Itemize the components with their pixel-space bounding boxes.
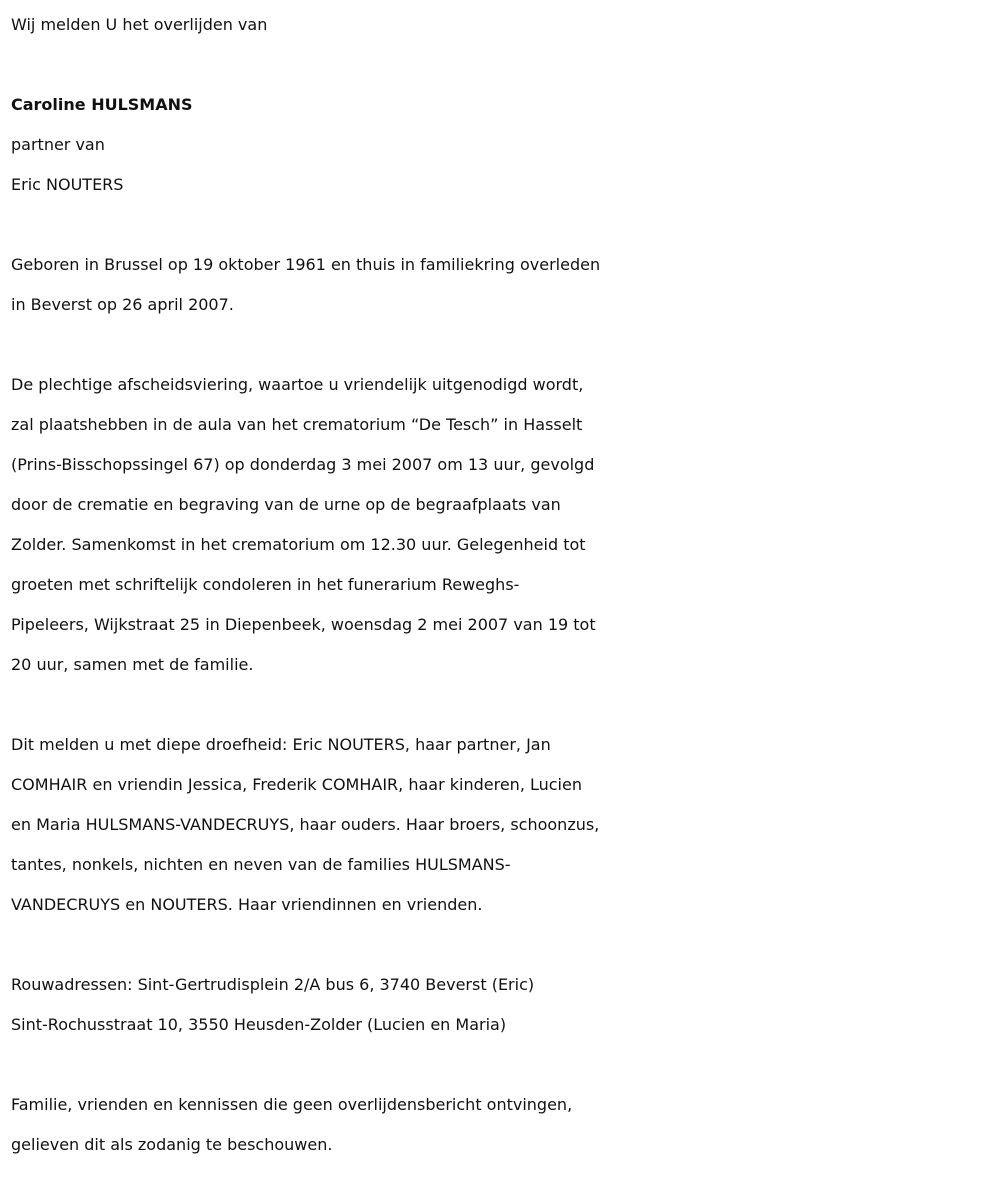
paragraph-line: in Beverst op 26 april 2007.	[11, 295, 234, 314]
spacer	[11, 205, 992, 245]
paragraph-line: De plechtige afscheidsviering, waartoe u vriendelijk uitgenodigd wordt,	[11, 375, 584, 394]
paragraph-line: tantes, nonkels, nichten en neven van de families HULSMANS-	[11, 855, 511, 874]
spacer	[11, 1045, 992, 1085]
paragraph-line: COMHAIR en vriendin Jessica, Frederik COMHAIR, haar kinderen, Lucien	[11, 775, 582, 794]
paragraph-line: Geboren in Brussel op 19 oktober 1961 en thuis in familiekring overleden	[11, 255, 601, 274]
closing-paragraph	[11, 1085, 992, 1165]
spacer	[11, 925, 992, 965]
deceased-name: Caroline HULSMANS	[11, 95, 193, 114]
addresses-paragraph	[11, 965, 992, 1045]
spacer	[11, 45, 992, 85]
paragraph-line: Zolder. Samenkomst in het crematorium om 12.30 uur. Gelegenheid tot	[11, 535, 586, 554]
relation-text: partner van	[11, 135, 105, 154]
family-paragraph	[11, 725, 992, 925]
paragraph-line: (Prins-Bisschopssingel 67) op donderdag 3 mei 2007 om 13 uur, gevolgd	[11, 455, 595, 474]
paragraph-line: Familie, vrienden en kennissen die geen overlijdensbericht ontvingen,	[11, 1095, 573, 1114]
paragraph-line: 20 uur, samen met de familie.	[11, 655, 254, 674]
intro-line: Wij melden U het overlijden van	[11, 15, 268, 34]
paragraph-line: gelieven dit als zodanig te beschouwen.	[11, 1135, 333, 1154]
paragraph-line: Pipeleers, Wijkstraat 25 in Diepenbeek, woensdag 2 mei 2007 van 19 tot	[11, 615, 596, 634]
spacer	[11, 325, 992, 365]
spacer	[11, 685, 992, 725]
paragraph-line: zal plaatshebben in de aula van het crematorium “De Tesch” in Hasselt	[11, 415, 583, 434]
paragraph-line: en Maria HULSMANS-VANDECRUYS, haar ouders. Haar broers, schoonzus,	[11, 815, 600, 834]
address-line: Rouwadressen: Sint-Gertrudisplein 2/A bus 6, 3740 Beverst (Eric)	[11, 975, 535, 994]
paragraph-line: VANDECRUYS en NOUTERS. Haar vriendinnen en vrienden.	[11, 895, 483, 914]
address-line: Sint-Rochusstraat 10, 3550 Heusden-Zolder (Lucien en Maria)	[11, 1015, 507, 1034]
partner-name: Eric NOUTERS	[11, 175, 124, 194]
paragraph-line: door de crematie en begraving van de urne op de begraafplaats van	[11, 495, 561, 514]
paragraph-line: groeten met schriftelijk condoleren in het funerarium Reweghs-	[11, 575, 520, 594]
ceremony-paragraph	[11, 365, 992, 685]
paragraph-line: Dit melden u met diepe droefheid: Eric NOUTERS, haar partner, Jan	[11, 735, 551, 754]
birth-death-paragraph	[11, 245, 992, 325]
